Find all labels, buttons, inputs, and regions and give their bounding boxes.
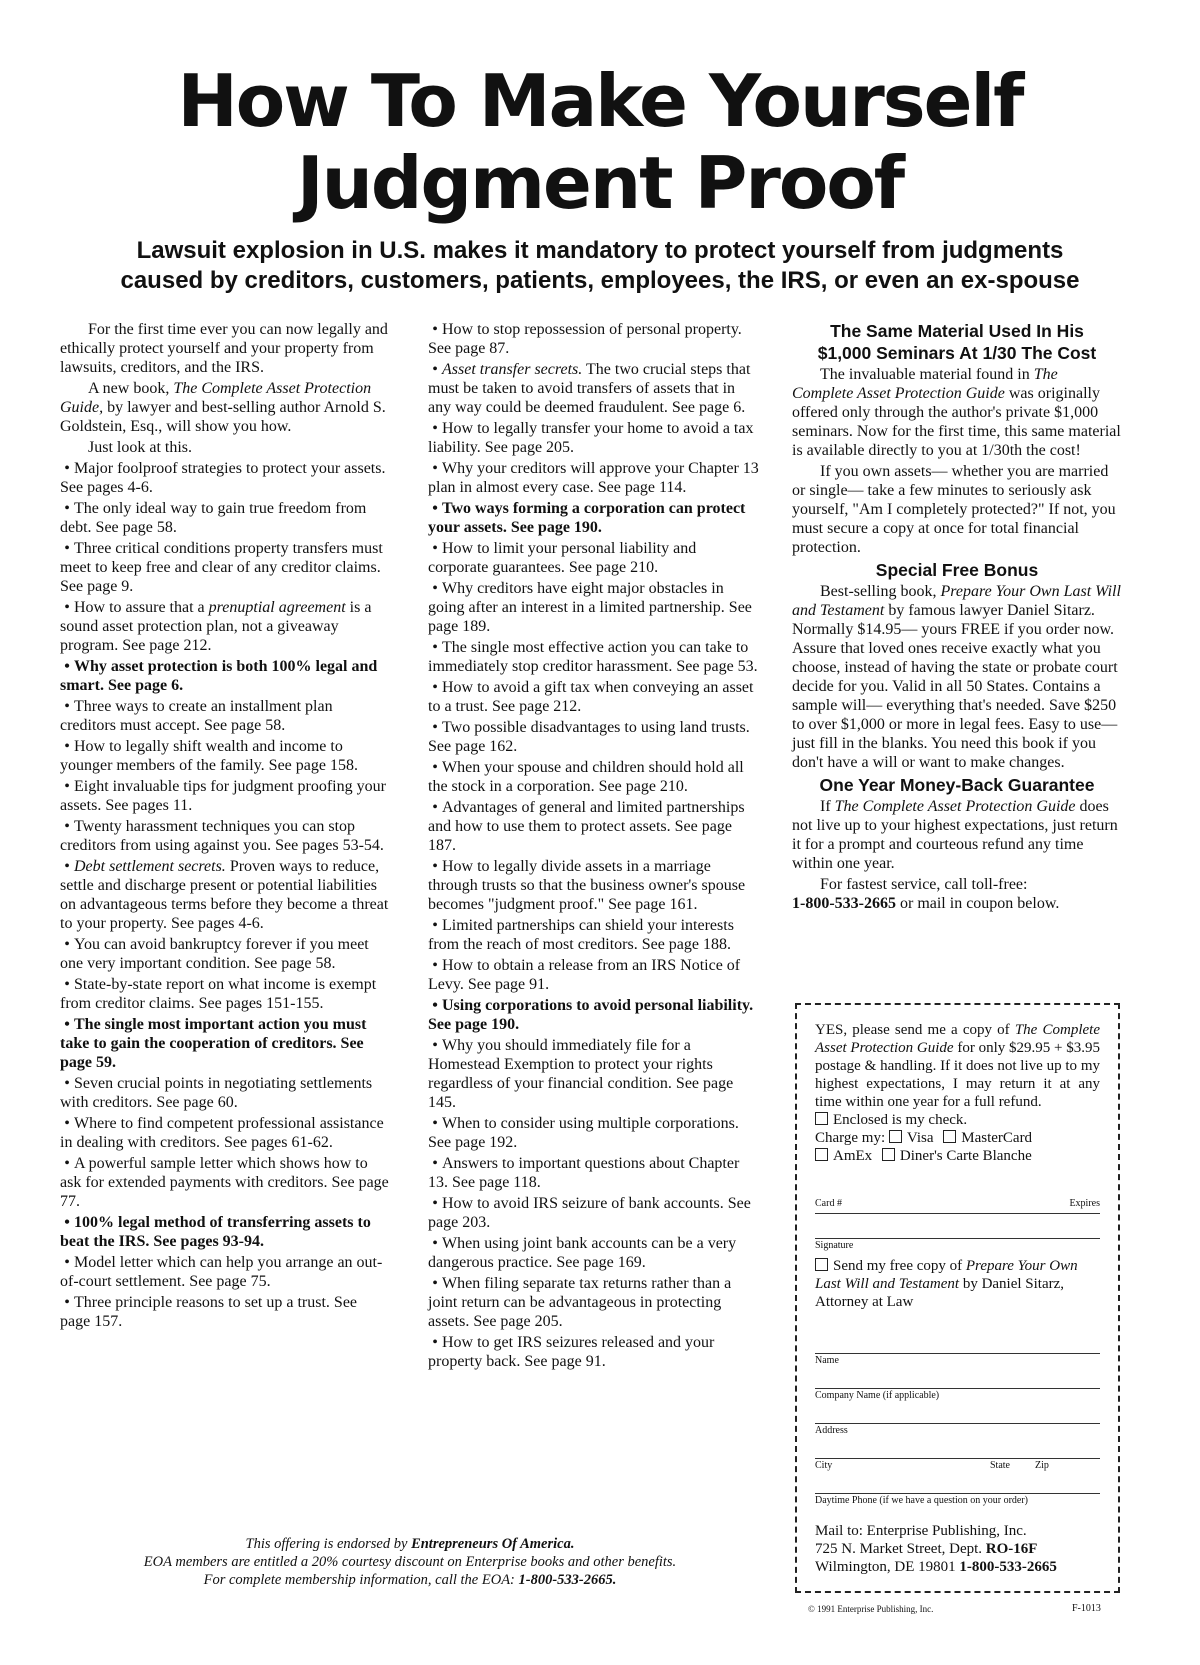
bullet-text: How to limit your personal liability and corporate guarantees. See page 210. (428, 540, 697, 576)
bullet-text: The only ideal way to gain true freedom from debt. See page 58. (60, 500, 367, 536)
mail-line (815, 1540, 1100, 1558)
bullet-item: • Where to find competent professional assistance in dealing with creditors. See pages 61-62. (60, 1115, 384, 1151)
bullet-text: Why creditors have eight major obstacles in going after an interest in a limited partnership. See page 189. (428, 580, 752, 635)
section-heading-seminars (792, 320, 1122, 364)
field-label: Daytime Phone (if we have a question on your order) (815, 1495, 1028, 1506)
option-label: Enclosed is my check. (833, 1112, 968, 1128)
bullet-text: Why asset protection is both 100% legal and smart. See page 6. (60, 658, 378, 694)
amex-label: AmEx (833, 1148, 873, 1164)
section-heading-guarantee: One Year Money-Back Guarantee (819, 775, 1095, 795)
intro-paragraph: For the first time ever you can now legally and ethically protect yourself and your property from lawsuits, creditors, and the IRS. (60, 321, 388, 376)
bullet-item: • Two possible disadvantages to using land trusts. See page 162. (428, 719, 750, 755)
field-label: City (815, 1460, 833, 1471)
bullet-item: • Model letter which can help you arrange an out-of-court settlement. See page 75. (60, 1254, 383, 1290)
service-paragraph (792, 875, 1122, 913)
field-label: Card # (815, 1198, 842, 1209)
headline (0, 60, 1200, 224)
checkbox-icon[interactable] (815, 1148, 828, 1161)
mastercard-label: MasterCard (961, 1130, 1033, 1146)
bullet-text: You can avoid bankruptcy forever if you meet one very important condition. See page 58. (60, 936, 369, 972)
column-right (792, 320, 1122, 915)
copyright: © 1991 Enterprise Publishing, Inc. (808, 1604, 934, 1614)
field-label: Address (815, 1425, 848, 1436)
org-name: Entrepreneurs Of America. (411, 1536, 575, 1552)
coupon-dashed-border (795, 1003, 797, 1593)
bullet-text: Using corporations to avoid personal liability. See page 190. (428, 997, 754, 1033)
endorse-line (60, 1571, 760, 1589)
bullet-text: How to stop repossession of personal property. See page 87. (428, 321, 742, 357)
text: Wilmington, DE 19801 (815, 1559, 960, 1575)
coupon-dashed-border (795, 1003, 1120, 1005)
subheadline-line-1: Lawsuit explosion in U.S. makes it mandatory to protect yourself from judgments (136, 237, 1064, 264)
bullet-item: • Three ways to create an installment plan creditors must accept. See page 58. (60, 698, 333, 734)
bullet-item: • When using joint bank accounts can be a very dangerous practice. See page 169. (428, 1235, 737, 1271)
bullet-text: How to legally divide assets in a marriage through trusts so that the business owner's spouse becomes "judgment proof." See page 161. (428, 858, 746, 913)
bullet-item: • Advantages of general and limited partnerships and how to use them to protect assets. See page 187. (428, 799, 745, 854)
bullet-text: Limited partnerships can shield your interests from the reach of most creditors. See page 188. (428, 917, 734, 953)
bullet-text: When your spouse and children should hold all the stock in a corporation. See page 210. (428, 759, 744, 795)
book-title: Prepare Your Own Last Will and Testament (792, 583, 1121, 619)
card-number-field[interactable] (815, 1191, 1100, 1214)
bullet-text-italic: prenuptial agreement (208, 599, 346, 616)
bullet-item: • Asset transfer secrets. The two crucial steps that must be taken to avoid transfers of assets that in any way could be deemed fraudulent. See page 6. (428, 361, 751, 416)
bullet-text: When using joint bank accounts can be a very dangerous practice. See page 169. (428, 1235, 737, 1271)
bullet-item: • When your spouse and children should hold all the stock in a corporation. See page 210. (428, 759, 744, 795)
charge-options-2 (815, 1147, 1100, 1165)
text: Best-selling book, (820, 583, 941, 600)
bullet-item-bold: • 100% legal method of transferring assets to beat the IRS. See pages 93-94. (60, 1214, 371, 1250)
heading-line: $1,000 Seminars At 1/30 The Cost (817, 343, 1097, 363)
headline-line-1: How To Make Yourself (177, 59, 1023, 143)
bullet-item: • How to legally shift wealth and income to younger members of the family. See page 158. (60, 738, 358, 774)
bullet-text-italic: Debt settlement secrets. (74, 858, 226, 875)
bullet-item: • How to stop repossession of personal property. See page 87. (428, 321, 742, 357)
bullet-item: • Major foolproof strategies to protect your assets. See pages 4-6. (60, 460, 386, 496)
bullet-text: Three principle reasons to set up a trust. See page 157. (60, 1294, 358, 1330)
bullet-item: • How to legally transfer your home to avoid a tax liability. See page 205. (428, 420, 754, 456)
toll-free-phone[interactable]: 1-800-533-2665 (792, 895, 896, 912)
bullet-item: • Debt settlement secrets. Proven ways to reduce, settle and discharge present or potential liabilities on advantageous terms before they become a threat to your property. See pages 4-6. (60, 858, 389, 932)
bullet-text: Twenty harassment techniques you can stop creditors from using against you. See pages 53-54. (60, 818, 384, 854)
form-number: F-1013 (1072, 1603, 1101, 1614)
bullet-text: Eight invaluable tips for judgment proofing your assets. See pages 11. (60, 778, 386, 814)
bullet-item: • How to avoid a gift tax when conveying an asset to a trust. See page 212. (428, 679, 754, 715)
look-paragraph: Just look at this. (88, 439, 193, 456)
bullet-item-bold: • Using corporations to avoid personal liability. See page 190. (428, 997, 754, 1033)
bullet-text: 100% legal method of transferring assets to beat the IRS. See pages 93-94. (60, 1214, 371, 1250)
mailing-address (815, 1522, 1100, 1576)
bullet-item: • The only ideal way to gain true freedom from debt. See page 58. (60, 500, 367, 536)
book-title: Prepare Your Own Last Will and Testament (815, 1258, 1078, 1292)
book-title: The Complete Asset Protection Guide (834, 798, 1076, 815)
name-field[interactable] (815, 1331, 1100, 1366)
bullet-text: Three critical conditions property transfers must meet to keep free and clear of any creditor claims. See page 9. (60, 540, 383, 595)
bullet-item: • State-by-state report on what income is exempt from creditor claims. See pages 151-155. (60, 976, 377, 1012)
bullet-text: A powerful sample letter which shows how to ask for extended payments with creditors. See page 77. (60, 1155, 389, 1210)
bullet-item: • Twenty harassment techniques you can stop creditors from using against you. See pages 53-54. (60, 818, 384, 854)
bullet-item: • Three critical conditions property transfers must meet to keep free and clear of any creditor claims. See page 9. (60, 540, 383, 595)
order-phone[interactable]: 1-800-533-2665 (959, 1559, 1057, 1575)
bullet-text: How to assure that a (74, 599, 209, 616)
bullet-item: • How to avoid IRS seizure of bank accounts. See page 203. (428, 1195, 751, 1231)
bullet-item: • When to consider using multiple corporations. See page 192. (428, 1115, 739, 1151)
company-field[interactable] (815, 1366, 1100, 1401)
bullet-item: • Limited partnerships can shield your interests from the reach of most creditors. See page 188. (428, 917, 734, 953)
bullet-text: Three ways to create an installment plan creditors must accept. See page 58. (60, 698, 333, 734)
city-state-zip-field[interactable] (815, 1436, 1100, 1471)
checkbox-icon[interactable] (815, 1258, 828, 1271)
bullet-item: • A powerful sample letter which shows how to ask for extended payments with creditors. See page 77. (60, 1155, 389, 1210)
bullet-item: • You can avoid bankruptcy forever if you meet one very important condition. See page 58. (60, 936, 369, 972)
book-title: The Complete Asset Protection Guide, (60, 380, 372, 416)
endorsement-footer (60, 1535, 760, 1589)
subheadline (60, 236, 1140, 296)
bullet-text: How to legally transfer your home to avoid a tax liability. See page 205. (428, 420, 754, 456)
bullet-item: • When filing separate tax returns rather than a joint return can be advantageous in protecting assets. See page 205. (428, 1275, 732, 1330)
subheadline-line-2: caused by creditors, customers, patients, employees, the IRS, or even an ex-spouse (120, 267, 1080, 294)
bullet-text: Major foolproof strategies to protect your assets. See pages 4-6. (60, 460, 386, 496)
text: by Daniel Sitarz, Attorney at Law (815, 1276, 1065, 1310)
column-left (60, 320, 390, 1333)
coupon-dashed-border (795, 1591, 1120, 1593)
charge-label: Charge my: (815, 1130, 886, 1146)
mail-line: Mail to: Enterprise Publishing, Inc. (815, 1523, 1027, 1539)
checkbox-icon[interactable] (815, 1112, 828, 1125)
checkbox-icon[interactable] (943, 1130, 956, 1143)
bullet-item: • Three principle reasons to set up a trust. See page 157. (60, 1294, 358, 1330)
guarantee-paragraph (792, 797, 1122, 873)
endorse-line: EOA members are entitled a 20% courtesy discount on Enterprise books and other benefits. (143, 1554, 677, 1570)
daytime-phone-field[interactable] (815, 1471, 1100, 1506)
bullet-text: The two crucial steps that must be taken to avoid transfers of assets that in any way could be deemed fraudulent. See page 6. (428, 361, 751, 416)
bullet-text: Answers to important questions about Chapter 13. See page 118. (428, 1155, 740, 1191)
bullet-text: Two ways forming a corporation can protect your assets. See page 190. (428, 500, 746, 536)
bullet-text: How to legally shift wealth and income to younger members of the family. See page 158. (60, 738, 358, 774)
endorse-line (60, 1535, 760, 1553)
text: by lawyer and best-selling author Arnold S. Goldstein, Esq., will show you how. (60, 399, 386, 435)
coupon-dashed-border (1118, 1003, 1120, 1593)
bullet-item: • How to legally divide assets in a marriage through trusts so that the business owner's spouse becomes "judgment proof." See page 161. (428, 858, 746, 913)
checkbox-icon[interactable] (882, 1148, 895, 1161)
bullet-item-bold: • The single most important action you must take to gain the cooperation of creditors. See page 59. (60, 1016, 367, 1071)
bullet-item-bold: • Why asset protection is both 100% legal and smart. See page 6. (60, 658, 378, 694)
coupon-body (815, 1021, 1100, 1576)
bullet-item-bold: • Two ways forming a corporation can protect your assets. See page 190. (428, 500, 746, 536)
bullet-item: • How to assure that a prenuptial agreement is a sound asset protection plan, not a giveaway program. See page 212. (60, 599, 372, 654)
heading-line: The Same Material Used In His (830, 321, 1084, 341)
field-label: Zip (1035, 1460, 1049, 1471)
bullet-item: • The single most effective action you can take to immediately stop creditor harassment. See page 53. (428, 639, 758, 675)
coupon-order-text (815, 1021, 1100, 1111)
field-label: Expires (1069, 1198, 1100, 1209)
bullet-text: Two possible disadvantages to using land trusts. See page 162. (428, 719, 750, 755)
headline-line-2: Judgment Proof (296, 141, 904, 225)
bullet-item: • Answers to important questions about Chapter 13. See page 118. (428, 1155, 740, 1191)
bullet-text: How to avoid a gift tax when conveying an asset to a trust. See page 212. (428, 679, 754, 715)
bullet-text: How to avoid IRS seizure of bank accounts. See page 203. (428, 1195, 751, 1231)
bullet-item: • Seven crucial points in negotiating settlements with creditors. See page 60. (60, 1075, 373, 1111)
bullet-text: is a sound asset protection plan, not a giveaway program. See page 212. (60, 599, 372, 654)
bullet-text: When to consider using multiple corporations. See page 192. (428, 1115, 739, 1151)
seminar-paragraph (792, 365, 1122, 460)
bullet-item: • Why your creditors will approve your Chapter 13 plan in almost every case. See page 114. (428, 460, 759, 496)
assets-paragraph: If you own assets— whether you are married or single— take a few minutes to seriously ask yourself, "Am I completely protected?" If not, you must secure a copy at once for total financial protection. (792, 463, 1116, 556)
text: This offering is endorsed by (245, 1536, 412, 1552)
bullet-text-italic: Asset transfer secrets. (442, 361, 583, 378)
text: For complete membership information, call the EOA: (203, 1572, 519, 1588)
bullet-text: Model letter which can help you arrange an out-of-court settlement. See page 75. (60, 1254, 383, 1290)
bullet-text: Why you should immediately file for a Homestead Exemption to protect your rights regardless of your financial condition. See page 145. (428, 1037, 734, 1111)
eoa-phone[interactable]: 1-800-533-2665. (518, 1572, 617, 1588)
field-label: Company Name (if applicable) (815, 1390, 940, 1401)
bullet-item: • How to obtain a release from an IRS Notice of Levy. See page 91. (428, 957, 741, 993)
text: If (820, 798, 835, 815)
text: A new book, (88, 380, 174, 397)
bullet-item: • How to get IRS seizures released and your property back. See page 91. (428, 1334, 715, 1370)
text: was originally offered only through the author's private $1,000 seminars. Now for the first time, this same material is available directly to you at 1/30th the cost! (792, 385, 1121, 459)
bullet-item: • Why creditors have eight major obstacles in going after an interest in a limited partnership. See page 189. (428, 580, 752, 635)
bullet-item: • Eight invaluable tips for judgment proofing your assets. See pages 11. (60, 778, 386, 814)
dept-code: RO-16F (985, 1541, 1038, 1557)
text: or mail in coupon below. (895, 895, 1060, 912)
bullet-text: Where to find competent professional assistance in dealing with creditors. See pages 61-62. (60, 1115, 384, 1151)
text: 725 N. Market Street, Dept. (815, 1541, 986, 1557)
bullet-text: Seven crucial points in negotiating settlements with creditors. See page 60. (60, 1075, 373, 1111)
text: For fastest service, call toll-free: (820, 876, 1028, 893)
field-label: State (990, 1460, 1010, 1471)
visa-label: Visa (906, 1130, 934, 1146)
bullet-text: The single most important action you must take to gain the cooperation of creditors. See page 59. (60, 1016, 367, 1071)
bullet-text: How to obtain a release from an IRS Notice of Levy. See page 91. (428, 957, 741, 993)
book-title: The Complete Asset Protection Guide (815, 1022, 1100, 1056)
text: for only $29.95 + $3.95 postage & handling. If it does not live up to my highest expectations, I may return it at any time within one year for a full refund. (815, 1040, 1100, 1110)
text: by famous lawyer Daniel Sitarz. Normally $14.95— yours FREE if you order now. Assure that loved ones receive exactly what you choose, instead of having the state or probate court decide for you. Valid in all 50 States. Contains a sample will— everything that's needed. Save $250 to over $1,000 or more in legal fees. Easy to use— just fill in the blanks. You need this book if you don't have a will or want to make changes. (792, 602, 1118, 771)
text: YES, please send me a copy of (815, 1022, 1015, 1038)
bullet-text: The single most effective action you can take to immediately stop creditor harassment. See page 53. (428, 639, 758, 675)
bullet-item: • How to limit your personal liability and corporate guarantees. See page 210. (428, 540, 697, 576)
field-label: Name (815, 1355, 839, 1366)
text: does not live up to your highest expectations, just return it for a prompt and courteous refund any time within one year. (792, 798, 1118, 872)
order-coupon (795, 1003, 1120, 1593)
bullet-text: When filing separate tax returns rather than a joint return can be advantageous in protecting assets. See page 205. (428, 1275, 732, 1330)
bullet-text: How to get IRS seizures released and your property back. See page 91. (428, 1334, 715, 1370)
book-title: The Complete Asset Protection Guide (792, 366, 1058, 402)
bullet-text: Why your creditors will approve your Chapter 13 plan in almost every case. See page 114. (428, 460, 759, 496)
text: Send my free copy of (833, 1258, 966, 1274)
bonus-paragraph (792, 582, 1122, 772)
text: The invaluable material found in (820, 366, 1034, 383)
signature-field[interactable] (815, 1216, 1100, 1251)
diners-label: Diner's Carte Blanche (899, 1148, 1032, 1164)
column-middle (428, 320, 760, 1373)
section-heading-bonus: Special Free Bonus (875, 560, 1039, 580)
checkbox-icon[interactable] (889, 1130, 902, 1143)
free-bonus-option[interactable] (815, 1257, 1100, 1311)
charge-options (815, 1129, 1100, 1147)
bullet-item: • Why you should immediately file for a Homestead Exemption to protect your rights regardless of your financial condition. See page 145. (428, 1037, 734, 1111)
bullet-text: Proven ways to reduce, settle and discharge present or potential liabilities on advantageous terms before they become a threat to your property. See pages 4-6. (60, 858, 389, 932)
address-field[interactable] (815, 1401, 1100, 1436)
bullet-text: Advantages of general and limited partnerships and how to use them to protect assets. See page 187. (428, 799, 745, 854)
bullet-text: State-by-state report on what income is exempt from creditor claims. See pages 151-155. (60, 976, 377, 1012)
mail-line (815, 1558, 1100, 1576)
field-label: Signature (815, 1240, 854, 1251)
book-intro-paragraph (60, 379, 390, 436)
enclosed-check-option[interactable] (815, 1111, 1100, 1129)
